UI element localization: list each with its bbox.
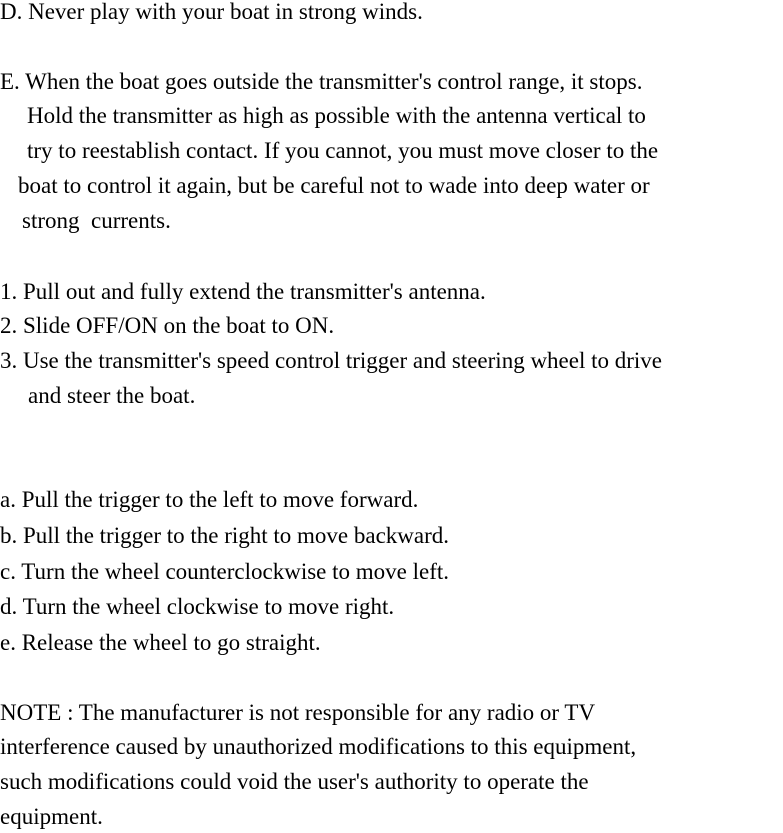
warning-e-line-4: boat to control it again, but be careful not to wade into deep water or — [18, 173, 650, 198]
warning-d: D. Never play with your boat in strong winds. — [0, 0, 423, 24]
control-e: e. Release the wheel to go straight. — [0, 630, 321, 655]
control-a: a. Pull the trigger to the left to move forward. — [0, 487, 419, 512]
step-1: 1. Pull out and fully extend the transmitter's antenna. — [0, 279, 486, 304]
warning-e-line-1: E. When the boat goes outside the transmitter's control range, it stops. — [0, 69, 643, 94]
step-3-continued: and steer the boat. — [28, 383, 196, 408]
step-3: 3. Use the transmitter's speed control trigger and steering wheel to drive — [0, 348, 663, 373]
control-b: b. Pull the trigger to the right to move backward. — [0, 523, 450, 548]
note-line-2: interference caused by unauthorized modifications to this equipment, — [0, 734, 637, 759]
control-c: c. Turn the wheel counterclockwise to move left. — [0, 559, 450, 584]
warning-e-line-5: strong currents. — [22, 208, 171, 233]
note-line-3: such modifications could void the user's authority to operate the — [0, 769, 589, 794]
control-d: d. Turn the wheel clockwise to move right. — [0, 594, 395, 619]
warning-e-line-3: try to reestablish contact. If you cannot, you must move closer to the — [27, 138, 659, 163]
note-line-4: equipment. — [0, 804, 103, 829]
warning-e-line-2: Hold the transmitter as high as possible with the antenna vertical to — [27, 103, 646, 128]
note-line-1: NOTE : The manufacturer is not responsible for any radio or TV — [0, 700, 596, 725]
step-2: 2. Slide OFF/ON on the boat to ON. — [0, 313, 335, 338]
